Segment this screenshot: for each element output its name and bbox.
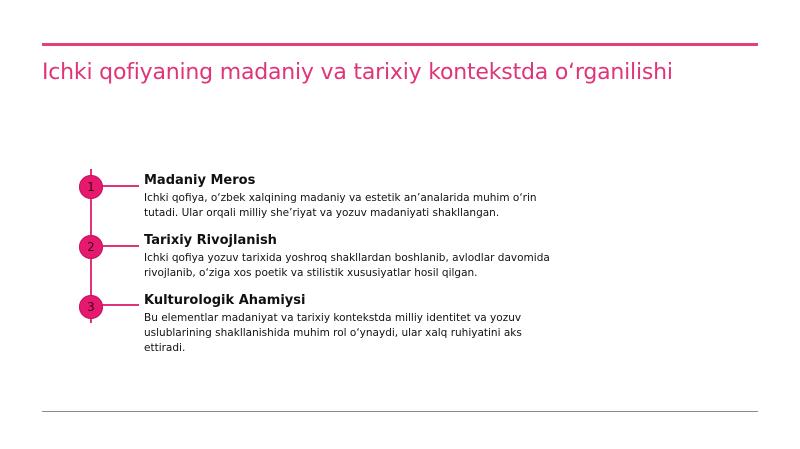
item-title: Kulturologik Ahamiysi: [144, 293, 306, 308]
item-text: Ichki qofiya yozuv tarixida yoshroq shakllardan boshlanib, avlodlar davomida rivojlanib, o‘ziga xos poetik va stilistik xususiyatlar hosil qilgan.: [144, 252, 550, 279]
timeline-marker-3: 3: [79, 295, 103, 319]
item-title: Tarixiy Rivojlanish: [144, 233, 277, 248]
item-title: Madaniy Meros: [144, 173, 256, 188]
bottom-rule: [42, 411, 758, 412]
item-text: Ichki qofiya, o‘zbek xalqining madaniy va estetik an’analarida muhim o‘rin tutadi. Ular orqali milliy she’riyat va yozuv madaniyati shakllangan.: [144, 192, 537, 219]
timeline-item-1: [144, 172, 564, 221]
top-rule: [42, 43, 758, 46]
timeline-item-3: [144, 292, 564, 356]
timeline-item-2: [144, 232, 564, 281]
slide-title: Ichki qofiyaning madaniy va tarixiy kontekstda o‘rganilishi: [42, 60, 673, 85]
item-text: Bu elementlar madaniyat va tarixiy kontekstda milliy identitet va yozuv uslublarining shakllanishida muhim rol o‘ynaydi, ular xalq ruhiyatini aks ettiradi.: [144, 312, 522, 354]
timeline-marker-2: 2: [79, 235, 103, 259]
timeline-marker-1: 1: [79, 175, 103, 199]
